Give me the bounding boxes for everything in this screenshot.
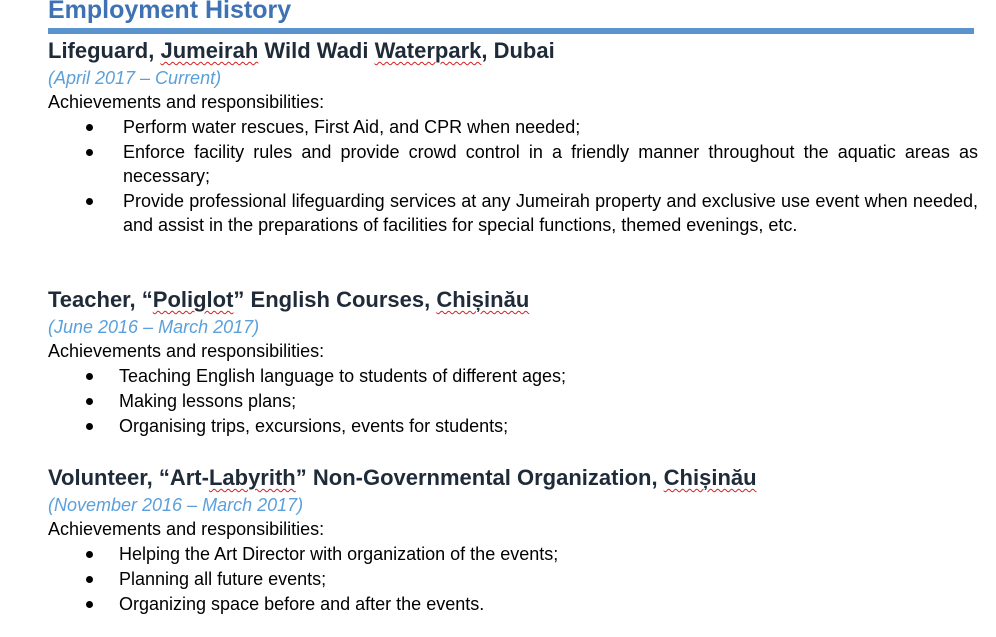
job-entry-volunteer: [48, 463, 978, 617]
job-org-word-2: Chișinău: [663, 465, 757, 490]
job-title: [48, 36, 978, 66]
job-org-word: Labyrith: [208, 465, 296, 490]
job-subheading: Achievements and responsibilities:: [48, 341, 325, 361]
bullet-item: [48, 567, 978, 591]
bullet-text: Helping the Art Director with organization of the events;: [119, 544, 559, 564]
bullet-text: Planning all future events;: [119, 569, 327, 589]
bullet-text: Enforce facility rules and provide crowd control in a friendly manner throughout the aquatic areas as necessary;: [123, 142, 978, 186]
bullet-dot: [86, 398, 93, 405]
bullet-text: Making lessons plans;: [119, 391, 297, 411]
job-title: [48, 285, 978, 315]
job-org-middle: Wild Wadi: [258, 38, 375, 63]
job-title: [48, 463, 978, 493]
bullet-item: [48, 189, 978, 237]
job-org-word-2: Waterpark: [374, 38, 482, 63]
bullet-dot: [86, 149, 93, 156]
bullet-list: [48, 364, 978, 438]
bullet-item: [48, 115, 978, 139]
job-dates: (November 2016 – March 2017): [48, 495, 304, 515]
job-org-middle: ” Non-Governmental Organization,: [295, 465, 664, 490]
job-role: Lifeguard,: [48, 38, 161, 63]
section-divider: [48, 28, 974, 34]
bullet-dot: [86, 576, 93, 583]
bullet-text: Teaching English language to students of different ages;: [119, 366, 566, 386]
bullet-item: [48, 140, 978, 188]
bullet-list: [48, 115, 978, 237]
job-entry-lifeguard: [48, 36, 978, 238]
bullet-dot: [86, 423, 93, 430]
job-org-word: Poliglot: [152, 287, 234, 312]
bullet-list: [48, 542, 978, 616]
section-title: Employment History: [48, 0, 292, 24]
bullet-dot: [86, 551, 93, 558]
job-dates: (April 2017 – Current): [48, 68, 222, 88]
job-org-word-2: Chișinău: [436, 287, 530, 312]
bullet-item: [48, 364, 978, 388]
job-role: Teacher, “: [48, 287, 153, 312]
job-subheading: Achievements and responsibilities:: [48, 92, 325, 112]
job-org-word: Jumeirah: [160, 38, 259, 63]
bullet-item: [48, 389, 978, 413]
bullet-text: Perform water rescues, First Aid, and CPR when needed;: [123, 117, 581, 137]
bullet-dot: [86, 373, 93, 380]
job-org-middle: ” English Courses,: [233, 287, 437, 312]
job-org-end: , Dubai: [481, 38, 555, 63]
job-role: Volunteer, “Art-: [48, 465, 209, 490]
bullet-text: Organising trips, excursions, events for students;: [119, 416, 509, 436]
bullet-text: Organizing space before and after the events.: [119, 594, 485, 614]
bullet-item: [48, 542, 978, 566]
job-subheading: Achievements and responsibilities:: [48, 519, 325, 539]
bullet-item: [48, 592, 978, 616]
bullet-dot: [86, 124, 93, 131]
bullet-dot: [86, 198, 93, 205]
bullet-text: Provide professional lifeguarding services at any Jumeirah property and exclusive use event when needed, and assist in the preparations of facilities for special functions, themed evenings, etc.: [123, 191, 978, 235]
job-entry-teacher: [48, 285, 978, 439]
bullet-item: [48, 414, 978, 438]
job-dates: (June 2016 – March 2017): [48, 317, 260, 337]
bullet-dot: [86, 601, 93, 608]
